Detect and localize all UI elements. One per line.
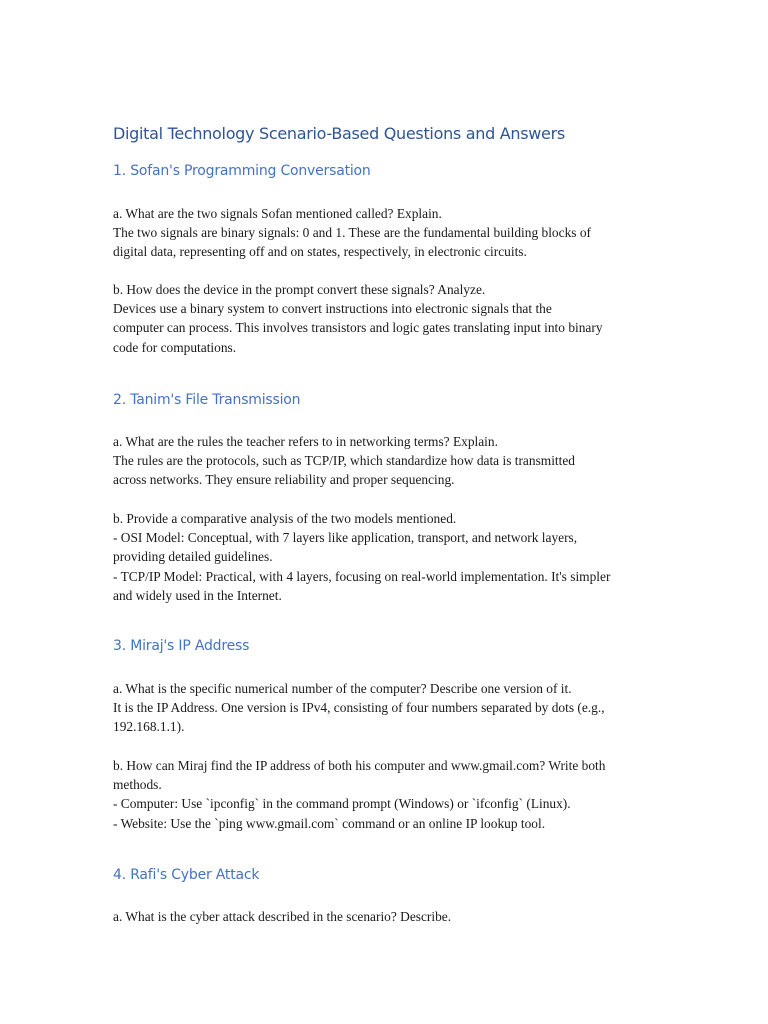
answer-line: digital data, representing off and on states, respectively, in electronic circuits. xyxy=(113,244,527,260)
answer-line: - Computer: Use `ipconfig` in the command prompt (Windows) or `ifconfig` (Linux). xyxy=(113,796,571,812)
section-heading-3: 3. Miraj's IP Address xyxy=(113,638,250,654)
question-line: b. How does the device in the prompt convert these signals? Analyze. xyxy=(113,282,486,297)
qa-paragraph xyxy=(113,280,658,357)
qa-paragraph xyxy=(113,679,658,737)
answer-line: The two signals are binary signals: 0 and 1. These are the fundamental building blocks of xyxy=(113,225,591,241)
question-line: b. How can Miraj find the IP address of both his computer and www.gmail.com? Write both xyxy=(113,758,606,773)
answer-line: providing detailed guidelines. xyxy=(113,549,273,565)
answer-line: code for computations. xyxy=(113,339,237,355)
answer-line: Devices use a binary system to convert instructions into electronic signals that the xyxy=(113,301,552,317)
section-heading-2: 2. Tanim's File Transmission xyxy=(113,392,301,408)
qa-paragraph xyxy=(113,509,658,605)
answer-line: 192.168.1.1). xyxy=(113,719,185,735)
question-line: a. What is the specific numerical number of the computer? Describe one version of it. xyxy=(113,681,572,696)
section-heading-1: 1. Sofan's Programming Conversation xyxy=(113,163,371,179)
question-line: a. What is the cyber attack described in the scenario? Describe. xyxy=(113,909,452,924)
qa-paragraph xyxy=(113,907,658,926)
answer-line: and widely used in the Internet. xyxy=(113,587,282,603)
answer-line: - Website: Use the `ping www.gmail.com` command or an online IP lookup tool. xyxy=(113,815,546,831)
answer-line: across networks. They ensure reliability and proper sequencing. xyxy=(113,472,455,488)
answer-line: The rules are the protocols, such as TCP/IP, which standardize how data is transmitted xyxy=(113,453,575,469)
answer-line: - TCP/IP Model: Practical, with 4 layers, focusing on real-world implementation. It's simpler xyxy=(113,568,611,584)
answer-line: It is the IP Address. One version is IPv4, consisting of four numbers separated by dots (e.g., xyxy=(113,700,605,716)
qa-paragraph xyxy=(113,756,658,833)
section-heading-4: 4. Rafi's Cyber Attack xyxy=(113,867,260,883)
question-line: a. What are the rules the teacher refers to in networking terms? Explain. xyxy=(113,434,498,449)
qa-paragraph xyxy=(113,432,658,490)
answer-line: - OSI Model: Conceptual, with 7 layers like application, transport, and network layers, xyxy=(113,530,578,546)
question-line: methods. xyxy=(113,777,162,793)
answer-line: computer can process. This involves transistors and logic gates translating input into binary xyxy=(113,320,603,336)
qa-paragraph xyxy=(113,204,658,262)
question-line: a. What are the two signals Sofan mentioned called? Explain. xyxy=(113,206,442,221)
document-title: Digital Technology Scenario-Based Questions and Answers xyxy=(113,124,565,143)
question-line: b. Provide a comparative analysis of the two models mentioned. xyxy=(113,511,457,526)
